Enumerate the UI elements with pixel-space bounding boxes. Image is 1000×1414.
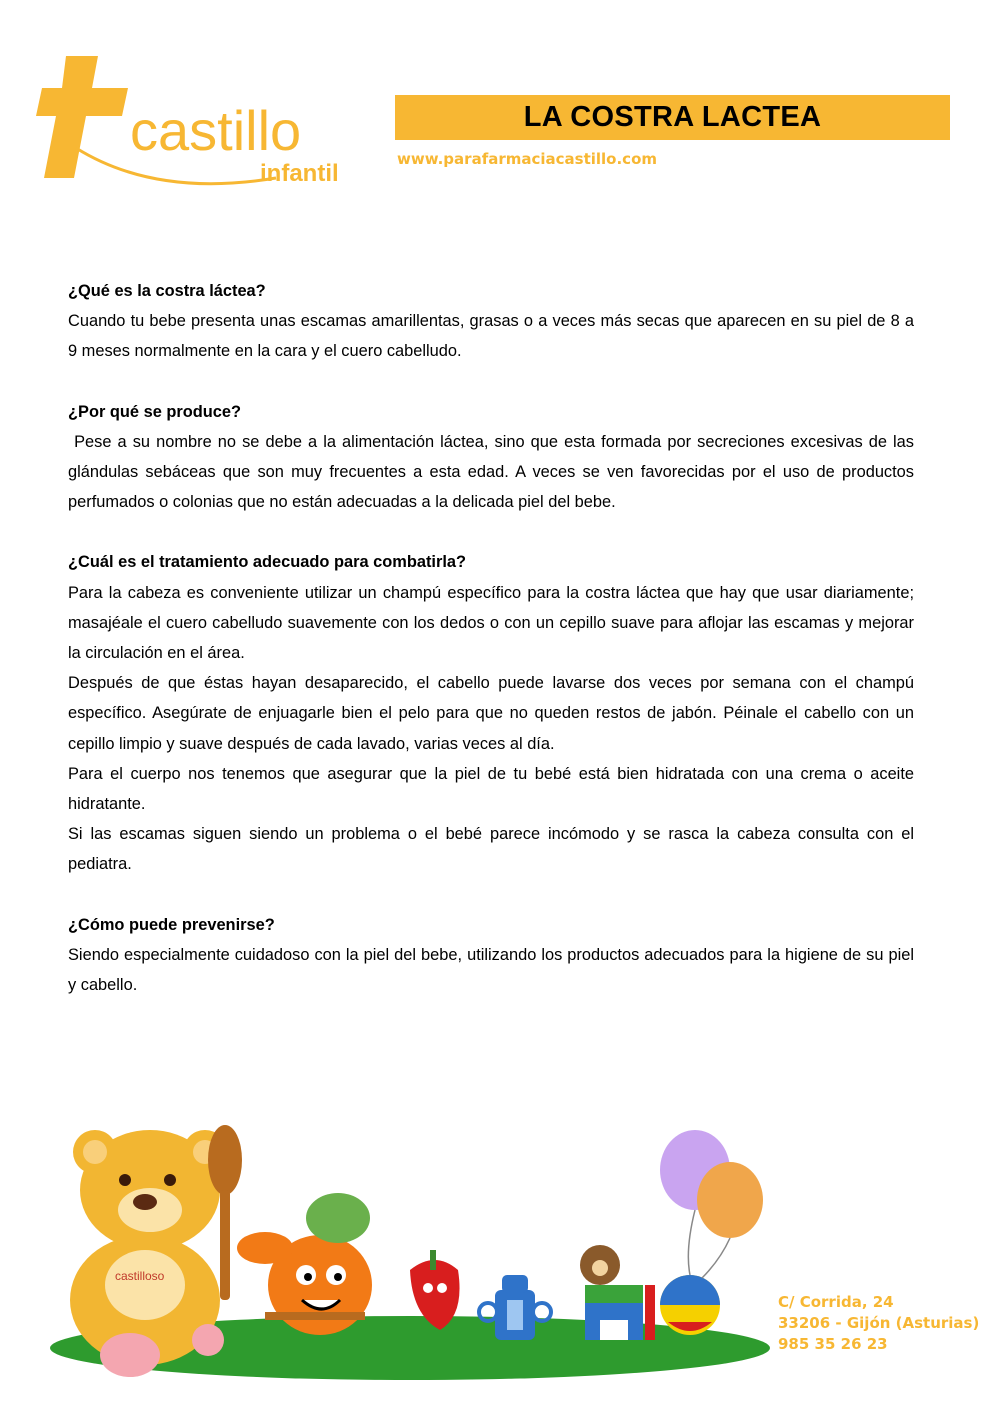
bear-label: castilloso — [115, 1269, 165, 1283]
teddy-bear-icon — [70, 1130, 227, 1377]
section-heading: ¿Qué es la costra láctea? — [68, 282, 266, 300]
footer-illustration — [40, 1100, 780, 1390]
section-paragraph: Para la cabeza es conveniente utilizar un champú específico para la costra láctea que hay que usar diariamente; masajéale el cuero cabelludo suavemente con los dedos o con un cepillo suave para aflojar las escamas y mejorar la circulación en el área. — [68, 583, 914, 663]
section-why — [68, 397, 919, 518]
section-treatment — [68, 547, 914, 879]
ball-icon — [660, 1275, 720, 1335]
pot-icon — [237, 1193, 372, 1335]
section-paragraph: Para el cuerpo nos tenemos que asegurar que la piel de tu bebé está bien hidratada con una crema o aceite hidratante. — [68, 764, 914, 814]
logo-sub: infantil — [260, 160, 339, 187]
website-link[interactable]: www.parafarmaciacastillo.com — [397, 150, 658, 168]
section-paragraph: Después de que éstas hayan desaparecido, el cabello puede lavarse dos veces por semana con el champú específico. Asegúrate de enjuagarle bien el pelo para que no queden restos de jabón. Péinale el cabello con un cepillo limpio y suave después de cada lavado, varias veces al día. — [68, 674, 914, 753]
castillo-infantil-logo — [36, 48, 356, 198]
section-paragraph: Pese a su nombre no se debe a la alimentación láctea, sino que esta formada por secreciones excesivas de las glándulas sebáceas que son muy frecuentes a esta edad. A veces se ven favorecidas por el uso de productos perfumados o colonias que no están adecuadas a la delicada piel del bebe. — [68, 432, 919, 512]
title-bar — [395, 95, 950, 140]
address-phone[interactable]: 985 35 26 23 — [778, 1335, 888, 1353]
page-title: LA COSTRA LACTEA — [523, 101, 822, 133]
section-paragraph: Si las escamas siguen siendo un problema o el bebé parece incómodo y se rasca la cabeza consulta con el pediatra. — [68, 825, 914, 874]
section-paragraph: Siendo especialmente cuidadoso con la piel del bebe, utilizando los productos adecuados para la higiene de su piel y cabello. — [68, 945, 914, 995]
section-heading: ¿Cuál es el tratamiento adecuado para combatirla? — [68, 553, 467, 572]
article-body — [68, 276, 919, 1030]
section-heading: ¿Cómo puede prevenirse? — [68, 915, 275, 934]
section-heading: ¿Por qué se produce? — [68, 402, 242, 421]
section-what-is — [68, 276, 914, 367]
section-prevention — [68, 910, 914, 1001]
cross-icon — [36, 56, 128, 178]
balloons-icon — [660, 1130, 763, 1278]
address-street: C/ Corrida, 24 — [778, 1293, 894, 1311]
section-paragraph: Cuando tu bebe presenta unas escamas amarillentas, grasas o a veces más secas que aparecen en su piel de 8 a 9 meses normalmente en la cara y el cuero cabelludo. — [68, 312, 914, 361]
address-city: 33206 - Gijón (Asturias) — [778, 1314, 980, 1332]
logo-word: castillo — [130, 99, 302, 162]
store-address — [778, 1292, 979, 1355]
